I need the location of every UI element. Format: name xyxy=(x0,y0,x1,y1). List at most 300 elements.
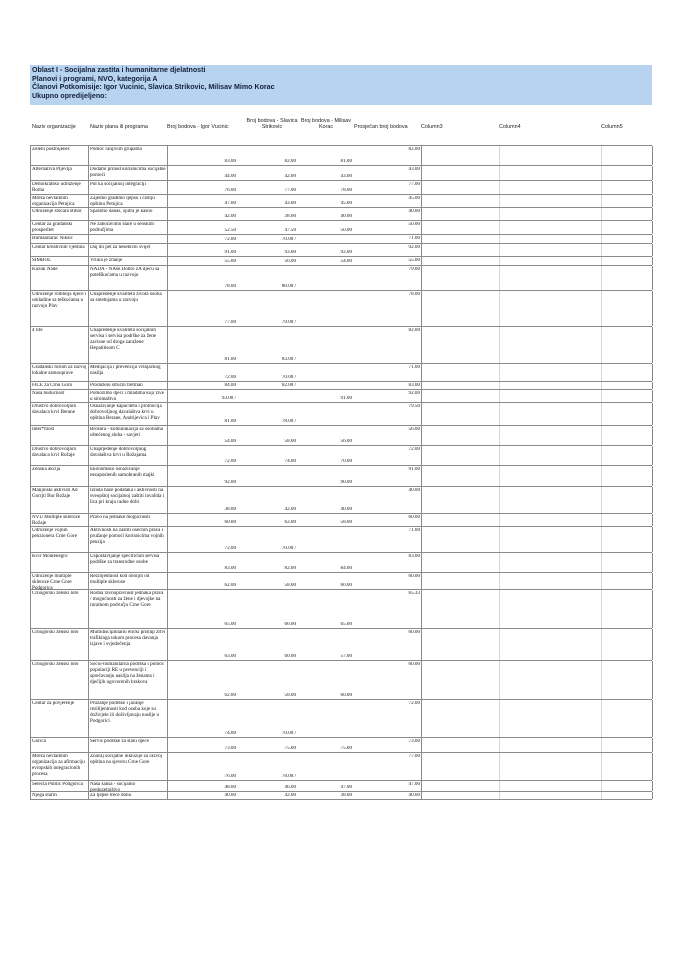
column-divider xyxy=(652,390,653,402)
column-divider xyxy=(499,446,500,465)
org-name-cell: Mreža nevladinih organizacija za afirmaciju evropskih integracionih procesa xyxy=(32,754,85,777)
average-score-cell: 60.00 xyxy=(408,574,420,579)
program-name-cell: Unaprjeđenje dobrovoljnog davalaštva krvi u Rožajama xyxy=(90,447,147,458)
score-strikovic-cell: 79.00 / xyxy=(281,320,296,325)
score-vucinic-cell: 62.00 xyxy=(224,693,236,698)
table-row xyxy=(30,327,652,364)
column-divider xyxy=(652,181,653,194)
column-divider xyxy=(30,146,31,165)
table-row xyxy=(30,403,652,426)
program-name-cell: Put ka socijalnoj integraciji xyxy=(90,182,146,187)
column-divider xyxy=(601,208,602,220)
score-vucinic-cell: 42.00 xyxy=(224,214,236,219)
table-row xyxy=(30,792,652,800)
org-name-cell: Udruženje roditelja djece i omladine sa teškoćama u razvoju Plav xyxy=(32,292,87,309)
org-name-cell: Crnogorski ženski lobi xyxy=(32,591,79,596)
column-divider xyxy=(499,629,500,660)
column-divider xyxy=(499,700,500,737)
org-name-cell: SIMBOL xyxy=(32,258,52,263)
score-vucinic-cell: 44.00 xyxy=(224,174,236,179)
column-divider xyxy=(167,753,168,780)
average-score-cell: 40.00 xyxy=(408,793,420,798)
column-divider xyxy=(88,487,89,513)
score-vucinic-cell: 76.00 xyxy=(224,774,236,779)
column-divider xyxy=(88,146,89,165)
score-strikovic-cell: 38.00 xyxy=(284,214,296,219)
score-strikovic-cell: 74.00 xyxy=(284,459,296,464)
average-score-cell: 83.00 xyxy=(408,383,420,388)
column-divider xyxy=(421,553,422,572)
average-score-cell: 72.00 xyxy=(408,447,420,452)
column-divider xyxy=(601,527,602,552)
column-divider xyxy=(499,403,500,425)
column-divider xyxy=(30,327,31,363)
program-name-cell: Naša šansa - socijalno preduzetništvo xyxy=(90,782,136,792)
column-divider xyxy=(88,364,89,381)
program-name-cell: Ekonomsko osnaživanje nezaposlenih samohranih majki xyxy=(90,467,155,478)
column-divider xyxy=(30,573,31,589)
column-divider xyxy=(499,382,500,389)
column-divider xyxy=(30,195,31,207)
score-korac-cell: 38.00 xyxy=(340,793,352,798)
score-strikovic-cell: 75.00 xyxy=(284,746,296,751)
score-korac-cell: 92.00 xyxy=(340,250,352,255)
score-strikovic-cell: 83.00 / xyxy=(281,357,296,362)
column-divider xyxy=(88,221,89,234)
column-divider xyxy=(421,403,422,425)
column-divider xyxy=(30,257,31,265)
org-name-cell: Udruženje stočara Bihor xyxy=(32,209,82,214)
column-divider xyxy=(167,426,168,445)
score-vucinic-cell: 72.00 xyxy=(224,459,236,464)
column-divider xyxy=(30,487,31,513)
column-divider xyxy=(88,181,89,194)
table-row xyxy=(30,446,652,466)
column-divider xyxy=(652,514,653,526)
program-name-cell: Socio-humanitarna podrška i pomoć populaciji RE u prevenciji i sprečavanju nasilja na ženama i dječijih ugovorenih brakova xyxy=(90,662,164,685)
column-divider xyxy=(499,208,500,220)
score-vucinic-cell: 63.00 xyxy=(224,654,236,659)
column-divider xyxy=(421,266,422,290)
column-divider xyxy=(30,426,31,445)
column-divider xyxy=(30,221,31,234)
score-vucinic-cell: 91.00 xyxy=(224,250,236,255)
column-divider xyxy=(30,390,31,402)
org-name-cell: Gorica xyxy=(32,739,46,744)
org-name-cell: Društvo dobrovoljnih davalaca krvi Berane xyxy=(32,404,77,415)
column-divider xyxy=(421,382,422,389)
column-divider xyxy=(499,166,500,180)
column-divider xyxy=(88,514,89,526)
column-divider xyxy=(652,553,653,572)
column-divider xyxy=(499,527,500,552)
column-divider xyxy=(421,426,422,445)
average-score-cell: 71.00 xyxy=(408,236,420,241)
column-divider xyxy=(652,573,653,589)
column-divider xyxy=(499,146,500,165)
average-score-cell: 45.00 xyxy=(408,196,420,201)
column-divider xyxy=(652,221,653,234)
program-name-cell: Pomoć ranjivim grupama xyxy=(90,147,142,152)
column-divider xyxy=(88,166,89,180)
table-row xyxy=(30,514,652,527)
column-divider xyxy=(601,738,602,752)
column-divider xyxy=(30,514,31,526)
score-strikovic-cell: 60.00 xyxy=(284,654,296,659)
score-vucinic-cell: 72.00 xyxy=(224,546,236,551)
column-divider xyxy=(30,738,31,752)
column-divider xyxy=(652,629,653,660)
score-strikovic-cell: 82.00 xyxy=(284,159,296,164)
column-divider xyxy=(167,166,168,180)
table-row xyxy=(30,181,652,195)
program-name-cell: Rezilijentnost kod oboljih od multiple skleroze xyxy=(90,574,150,585)
header-members: Članovi Potkomisije: Igor Vucinic, Slavica Strikovic, Milisav Mimo Korac xyxy=(32,83,275,92)
col-header-column5: Column5 xyxy=(601,124,623,130)
program-name-cell: Pravo na jednake mogućnosti xyxy=(90,515,151,520)
score-korac-cell: 70.00 xyxy=(340,459,352,464)
column-divider xyxy=(421,291,422,326)
average-score-cell: 73.00 xyxy=(408,739,420,744)
column-divider xyxy=(30,700,31,737)
column-divider xyxy=(30,781,31,791)
org-name-cell: Njega starih xyxy=(32,793,57,798)
column-divider xyxy=(652,527,653,552)
org-name-cell: Centar kreativnih vještina xyxy=(32,245,85,250)
score-korac-cell: 47.00 xyxy=(340,785,352,790)
score-vucinic-cell: 83.00 xyxy=(224,566,236,571)
score-strikovic-cell: 70.00 / xyxy=(281,375,296,380)
average-score-cell: 56.00 xyxy=(408,427,420,432)
column-divider xyxy=(421,221,422,234)
column-divider xyxy=(499,426,500,445)
score-korac-cell: 65.00 xyxy=(340,622,352,627)
score-strikovic-cell: 58.00 xyxy=(284,583,296,588)
header-area-title: Oblast I - Socijalna zastita i humanitarne djelatnosti xyxy=(32,66,206,74)
average-score-cell: 78.00 xyxy=(408,292,420,297)
table-row xyxy=(30,266,652,291)
column-divider xyxy=(167,527,168,552)
column-divider xyxy=(499,291,500,326)
program-name-cell: Pružanje podrške i jačanje rezilijentnosti kod osoba koje su doživjele ili doživljavaju nasilje u Podgorici xyxy=(90,701,160,724)
column-divider xyxy=(88,266,89,290)
column-divider xyxy=(652,244,653,256)
average-score-cell: 92.00 xyxy=(408,391,420,396)
program-name-cell: Dodatni prihod korisnicima socijalne pomoći xyxy=(90,167,166,178)
column-divider xyxy=(601,403,602,425)
column-divider xyxy=(167,195,168,207)
org-name-cell: Crnogorski ženski lobi xyxy=(32,662,79,667)
score-strikovic-cell: 42.00 xyxy=(284,793,296,798)
average-score-cell: 60.00 xyxy=(408,515,420,520)
table-row xyxy=(30,195,652,208)
table-row xyxy=(30,629,652,661)
column-divider xyxy=(30,244,31,256)
table-row xyxy=(30,738,652,753)
score-strikovic-cell: 42.00 xyxy=(284,174,296,179)
score-korac-cell: 40.00 xyxy=(340,214,352,219)
program-name-cell: Unapređenje kvaliteta života osoba sa smetnjama u razvoju xyxy=(90,292,162,303)
score-vucinic-cell: 52.50 xyxy=(224,228,236,233)
score-korac-cell: 90.00 xyxy=(340,480,352,485)
col-header-score-korac: Broj bodova - Milisav Korac xyxy=(300,118,352,131)
program-name-cell: Izrada baze podataka i aktivnosti na sveopštoj socijalnoj zaštiti invalida i lica pri kraju radne dobi xyxy=(90,488,165,505)
column-divider xyxy=(421,573,422,589)
table-row xyxy=(30,426,652,446)
table-row xyxy=(30,527,652,553)
average-score-cell: 72.00 xyxy=(408,701,420,706)
column-divider xyxy=(30,553,31,572)
score-strikovic-cell: 93.00 xyxy=(284,250,296,255)
program-name-cell: Pomozimo djeci i mladima koji žive u siromaštvu xyxy=(90,391,164,402)
org-name-cell: Crnogorski ženski lobi xyxy=(32,630,79,635)
program-name-cell: Zajedno gradimo ljepsu i čistiju opštinu Petnjica xyxy=(90,196,155,207)
average-score-cell: 77.00 xyxy=(408,182,420,187)
column-divider xyxy=(421,700,422,737)
table-row xyxy=(30,487,652,514)
column-divider xyxy=(421,327,422,363)
column-divider xyxy=(167,291,168,326)
header-total-label: Ukupno opredijeljeno: xyxy=(32,91,107,100)
score-vucinic-cell: 65.00 xyxy=(224,622,236,627)
average-score-cell: 65.33 xyxy=(408,591,420,596)
score-vucinic-cell: 55.00 xyxy=(224,259,236,264)
column-divider xyxy=(88,208,89,220)
column-divider xyxy=(88,527,89,552)
column-divider xyxy=(652,208,653,220)
column-divider xyxy=(167,629,168,660)
org-name-cell: Alternativa Pljevlja xyxy=(32,167,72,172)
column-divider xyxy=(167,364,168,381)
column-divider xyxy=(601,327,602,363)
org-name-cell: Inter*most xyxy=(32,427,55,432)
program-name-cell: NADA - NAše Dobro zA djecu sa potelškoćama u razvoju xyxy=(90,267,160,278)
score-korac-cell: 75.00 xyxy=(340,746,352,751)
column-divider xyxy=(601,590,602,628)
org-name-cell: Građanski forum za razvoj lokalne samouprave xyxy=(32,365,87,376)
column-divider xyxy=(88,403,89,425)
column-divider xyxy=(499,661,500,699)
table-row xyxy=(30,573,652,590)
average-score-cell: 91.00 xyxy=(408,467,420,472)
average-score-cell: 92.00 xyxy=(408,245,420,250)
score-strikovic-cell: 70.00 / xyxy=(281,546,296,551)
score-vucinic-cell: 60.00 xyxy=(224,520,236,525)
column-divider xyxy=(652,266,653,290)
column-divider xyxy=(652,403,653,425)
score-vucinic-cell: 77.00 xyxy=(224,320,236,325)
column-divider xyxy=(652,753,653,780)
column-divider xyxy=(421,181,422,194)
column-divider xyxy=(499,195,500,207)
column-divider xyxy=(167,700,168,737)
org-name-cell: Udruženje multiple skleroze Crne Gore Podgorica xyxy=(32,574,72,590)
column-divider xyxy=(30,364,31,381)
column-divider xyxy=(499,781,500,791)
col-header-program: Naziv plana ili programa xyxy=(90,124,148,130)
program-name-cell: Značaj socijalne inkluzije za razvoj opština na sjeveru Crne Gore xyxy=(90,754,163,765)
column-divider xyxy=(421,590,422,628)
column-divider xyxy=(601,629,602,660)
average-score-cell: 43.00 xyxy=(408,167,420,172)
org-name-cell: Centar za građanski prosperitet xyxy=(32,222,73,233)
table-row xyxy=(30,590,652,629)
column-divider xyxy=(167,781,168,791)
score-korac-cell: 50.00 xyxy=(340,228,352,233)
column-divider xyxy=(601,195,602,207)
score-korac-cell: 40.00 xyxy=(340,507,352,512)
table-row xyxy=(30,390,652,403)
column-divider xyxy=(88,553,89,572)
column-divider xyxy=(88,753,89,780)
column-divider xyxy=(421,487,422,513)
column-divider xyxy=(652,291,653,326)
score-korac-cell: 58.00 xyxy=(340,520,352,525)
average-score-cell: 71.00 xyxy=(408,365,420,370)
column-divider xyxy=(499,753,500,780)
average-score-cell: 50.00 xyxy=(408,222,420,227)
average-score-cell: 77.00 xyxy=(408,754,420,759)
column-divider xyxy=(601,364,602,381)
column-divider xyxy=(652,446,653,465)
column-divider xyxy=(652,487,653,513)
score-vucinic-cell: 47.00 xyxy=(224,201,236,206)
column-divider xyxy=(601,382,602,389)
column-divider xyxy=(167,446,168,465)
column-divider xyxy=(652,426,653,445)
column-divider xyxy=(88,661,89,699)
table-row xyxy=(30,221,652,235)
column-divider xyxy=(652,257,653,265)
column-divider xyxy=(30,661,31,699)
column-divider xyxy=(601,181,602,194)
column-divider xyxy=(88,781,89,791)
org-name-cell: Udruženje vojnih penzionera Crne Gore xyxy=(32,528,77,539)
average-score-cell: 55.00 xyxy=(408,258,420,263)
column-divider xyxy=(421,527,422,552)
col-header-score-strikovic: Broj bodova - Slavica Strikovic xyxy=(246,118,298,131)
column-divider xyxy=(601,235,602,243)
col-header-column3: Column3 xyxy=(421,124,443,130)
column-divider xyxy=(88,390,89,402)
table-row xyxy=(30,364,652,382)
column-divider xyxy=(88,291,89,326)
table-row xyxy=(30,208,652,221)
average-score-cell: 82.00 xyxy=(408,147,420,152)
column-divider xyxy=(499,390,500,402)
score-vucinic-cell: 73.00 xyxy=(224,746,236,751)
score-strikovic-cell: 58.00 xyxy=(284,693,296,698)
score-korac-cell: 45.00 xyxy=(340,201,352,206)
table-row xyxy=(30,291,652,327)
org-name-cell: Mreža nevladinih organizacija Petnjica xyxy=(32,196,75,207)
column-divider xyxy=(652,327,653,363)
column-divider xyxy=(88,700,89,737)
column-divider xyxy=(30,753,31,780)
program-name-cell: Produženi stručni tretman xyxy=(90,383,143,388)
program-name-cell: Ne zaboravimo stare u seoskim područjima xyxy=(90,222,154,233)
org-name-cell: 4 life xyxy=(32,328,43,333)
table-row xyxy=(30,244,652,257)
column-divider xyxy=(601,781,602,791)
column-divider xyxy=(499,514,500,526)
score-korac-cell: 43.00 xyxy=(340,174,352,179)
column-divider xyxy=(30,590,31,628)
column-divider xyxy=(167,514,168,526)
column-divider xyxy=(88,738,89,752)
column-divider xyxy=(421,661,422,699)
average-score-cell: 71.00 xyxy=(408,528,420,533)
score-strikovic-cell: 82.00 xyxy=(284,566,296,571)
column-divider xyxy=(167,738,168,752)
score-strikovic-cell: 78.00 / xyxy=(281,419,296,424)
column-divider xyxy=(421,390,422,402)
org-name-cell: Naša budućnost xyxy=(32,391,65,396)
column-divider xyxy=(421,466,422,486)
column-divider xyxy=(167,244,168,256)
column-divider xyxy=(421,514,422,526)
column-divider xyxy=(601,661,602,699)
column-divider xyxy=(30,166,31,180)
score-strikovic-cell: 80.00 / xyxy=(281,284,296,289)
score-vucinic-cell: 78.00 xyxy=(224,284,236,289)
column-divider xyxy=(601,446,602,465)
score-vucinic-cell: 72.00 xyxy=(224,237,236,242)
program-name-cell: Unapređenje kvaliteta socijalnih servisa i servisa podrške za žene zavisne od droga zaražene Hepatitisom C xyxy=(90,328,157,351)
score-strikovic-cell: 78.00 / xyxy=(281,774,296,779)
column-divider xyxy=(499,235,500,243)
col-header-score-vucinic: Broj bodova - Igor Vucinic xyxy=(167,124,229,130)
score-strikovic-cell: 66.00 xyxy=(284,622,296,627)
column-divider xyxy=(167,573,168,589)
table-row xyxy=(30,781,652,792)
column-divider xyxy=(167,208,168,220)
average-score-cell: 47.00 xyxy=(408,782,420,787)
org-name-cell: Kuzuk Nade xyxy=(32,267,58,272)
column-divider xyxy=(652,382,653,389)
table-row xyxy=(30,466,652,487)
column-divider xyxy=(499,792,500,799)
score-strikovic-cell: 47.50 xyxy=(284,228,296,233)
org-name-cell: NVU Multiple skleroze Rožaje xyxy=(32,515,81,526)
header-category: Planovi i programi, NVO, kategorija A xyxy=(32,74,158,83)
column-divider xyxy=(499,590,500,628)
org-name-cell: Selecta Public Podgorica xyxy=(32,782,83,787)
score-korac-cell: 84.00 xyxy=(340,566,352,571)
score-korac-cell: 57.00 xyxy=(340,654,352,659)
score-korac-cell: 91.00 xyxy=(340,396,352,401)
column-divider xyxy=(652,146,653,165)
table-row xyxy=(30,700,652,738)
column-divider xyxy=(167,590,168,628)
column-divider xyxy=(167,146,168,165)
column-divider xyxy=(601,753,602,780)
score-strikovic-cell: 77.00 xyxy=(284,188,296,193)
column-divider xyxy=(167,327,168,363)
column-divider xyxy=(499,738,500,752)
column-divider xyxy=(88,235,89,243)
column-divider xyxy=(499,181,500,194)
column-divider xyxy=(652,195,653,207)
column-divider xyxy=(421,753,422,780)
score-strikovic-cell: 46.00 xyxy=(284,785,296,790)
program-name-cell: Daj mi pet za nesebični svijet xyxy=(90,245,151,250)
table-row xyxy=(30,553,652,573)
score-strikovic-cell: 56.00 xyxy=(284,259,296,264)
average-score-cell: 40.00 xyxy=(408,209,420,214)
column-divider xyxy=(421,792,422,799)
column-divider xyxy=(30,527,31,552)
